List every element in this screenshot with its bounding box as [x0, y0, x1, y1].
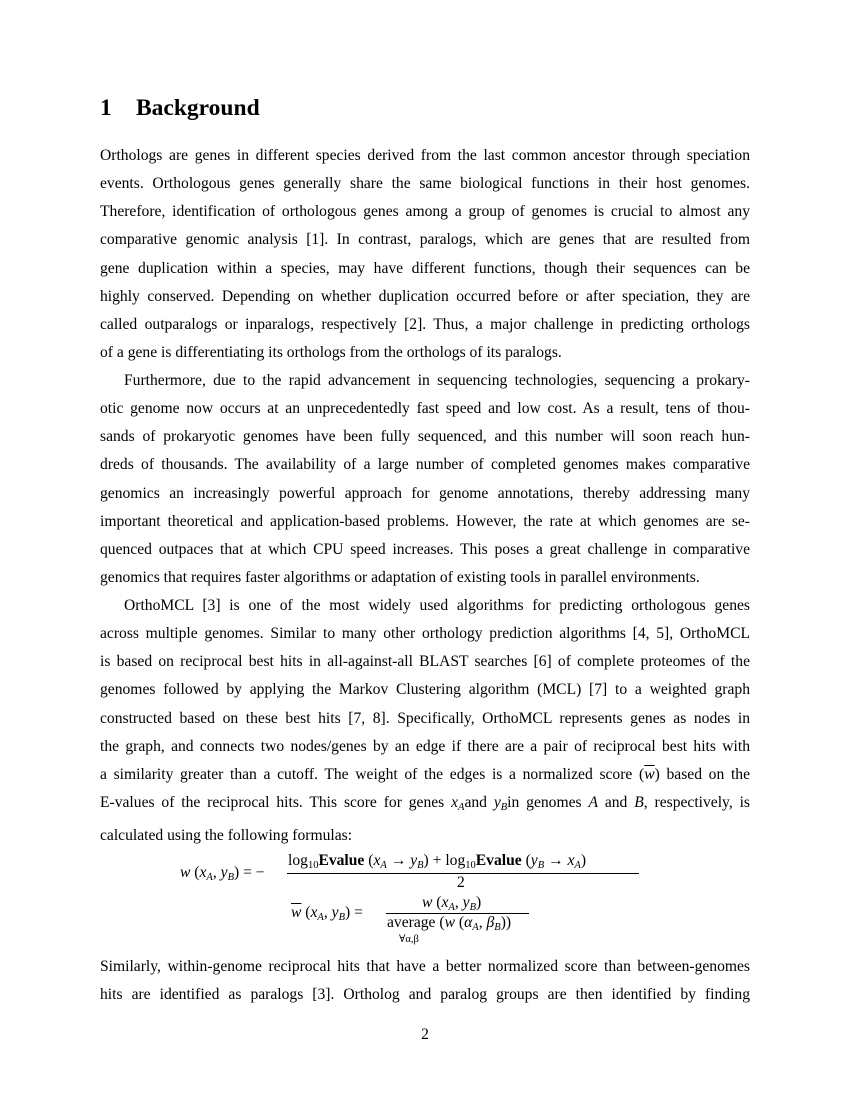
equation-2-numerator: w ($x_A$, $y_B$): [422, 894, 482, 913]
math-sub: A: [458, 802, 465, 814]
text-fragment: a similarity greater than a cutoff. The weight of the edges is a normalized score (: [100, 765, 645, 783]
text-line: comparative genomic analysis [1]. In contrast, paralogs, which are genes that are resulted from: [100, 231, 750, 249]
text-line: called outparalogs or inparalogs, respectively [2]. Thus, a major challenge in predicting orthologs: [100, 315, 750, 333]
text-line: genomes followed by applying the Markov Clustering algorithm (MCL) [7] to a weighted graph: [100, 681, 750, 699]
text-line: the graph, and connects two nodes/genes by an edge if there are a pair of reciprocal best hits with: [100, 737, 750, 755]
text-line: of a gene is differentiating its orthologs from the orthologs of its paralogs.: [100, 344, 562, 362]
equations: [0, 842, 850, 952]
equation-1-denominator: 2: [457, 874, 465, 891]
text-line: Similarly, within-genome reciprocal hits that have a better normalized score than between-genomes: [100, 958, 750, 975]
text-line: across multiple genomes. Similar to many other orthology prediction algorithms [4, 5], OrthoMCL: [100, 625, 750, 643]
page-number: 2: [421, 1026, 429, 1043]
text-line: Orthologs are genes in different species derived from the last common ancestor through speciation: [100, 147, 750, 164]
text-line: quenced outpaces that at which CPU speed increases. This poses a great challenge in comparative: [100, 540, 750, 558]
normalized-score-symbol: $\overline{w}$: [644, 765, 655, 783]
text-fragment: and: [597, 794, 635, 812]
text-line: gene duplication within a species, may have different functions, though their sequences can be: [100, 259, 750, 277]
paragraph-sequencing: [100, 367, 750, 592]
equation-2-lhs: $\overline{w}$ ($x_A$, $y_B$) =: [291, 904, 363, 923]
section-heading: [100, 92, 260, 124]
text-line: hits are identified as paralogs [3]. Ortholog and paralog groups are then identified by finding: [100, 986, 750, 1004]
text-fragment: E-values of the reciprocal hits. This score for genes: [100, 794, 452, 812]
math-var: x: [451, 794, 459, 812]
text-line: [100, 789, 750, 822]
equation-2-denominator: average (w ($\alpha_A$, $\beta_B$)): [387, 914, 512, 933]
genome-b: B: [634, 794, 644, 812]
text-line: genomics an increasingly powerful approach for genome annotations, thereby addressing many: [100, 484, 750, 502]
text-line: calculated using the following formulas:: [100, 827, 353, 845]
equation-1-lhs: w ($x_A$, $y_B$) = −: [180, 864, 265, 883]
text-line: sands of prokaryotic genomes have been fully sequenced, and this number will soon reach hun-: [100, 428, 750, 446]
text-line: [100, 761, 750, 789]
equation-2-average-subscript: ∀α,β: [399, 934, 419, 945]
text-line: is based on reciprocal best hits in all-against-all BLAST searches [6] of complete proteomes of the: [100, 653, 750, 671]
section-number: 1: [100, 95, 112, 121]
text-line: Therefore, identification of orthologous genes among a group of genomes is crucial to almost any: [100, 203, 750, 221]
paragraph-orthomcl: [100, 592, 750, 850]
text-fragment: , respectively, is: [643, 794, 750, 812]
text-line: highly conserved. Depending on whether duplication occurred before or after speciation, they are: [100, 287, 750, 305]
text-fragment: and: [464, 794, 494, 812]
text-line: constructed based on these best hits [7, 8]. Specifically, OrthoMCL represents genes as nodes in: [100, 709, 750, 727]
math-sub: B: [500, 802, 508, 814]
section-title: Background: [136, 95, 260, 121]
genome-a: A: [588, 794, 598, 812]
text-line: important theoretical and application-based problems. However, the rate at which genomes are se-: [100, 512, 750, 530]
text-line: genomics that requires faster algorithms or adaptation of existing tools in parallel environments.: [100, 569, 700, 587]
text-line: OrthoMCL [3] is one of the most widely used algorithms for predicting orthologous genes: [124, 597, 750, 614]
text-fragment: ) based on the: [654, 765, 750, 783]
text-line: events. Orthologous genes generally share the same biological functions in their host genomes.: [100, 175, 750, 193]
paragraph-orthologs: [100, 142, 750, 367]
text-line: Furthermore, due to the rapid advancement in sequencing technologies, sequencing a prokary-: [124, 372, 750, 389]
equation-1-numerator: $\log_{10}Evalue$ $(x_A \to y_B)$ + $\log_{10}Evalue$ $(y_B \to x_A)$: [288, 852, 587, 871]
paragraph-paralogs: [100, 953, 750, 1009]
text-line: otic genome now occurs at an unprecedentedly fast speed and low cost. As a result, tens of thou-: [100, 400, 750, 418]
math-var: y: [493, 794, 501, 812]
text-line: dreds of thousands. The availability of a large number of completed genomes makes comparative: [100, 456, 750, 474]
text-fragment: in genomes: [507, 794, 589, 812]
